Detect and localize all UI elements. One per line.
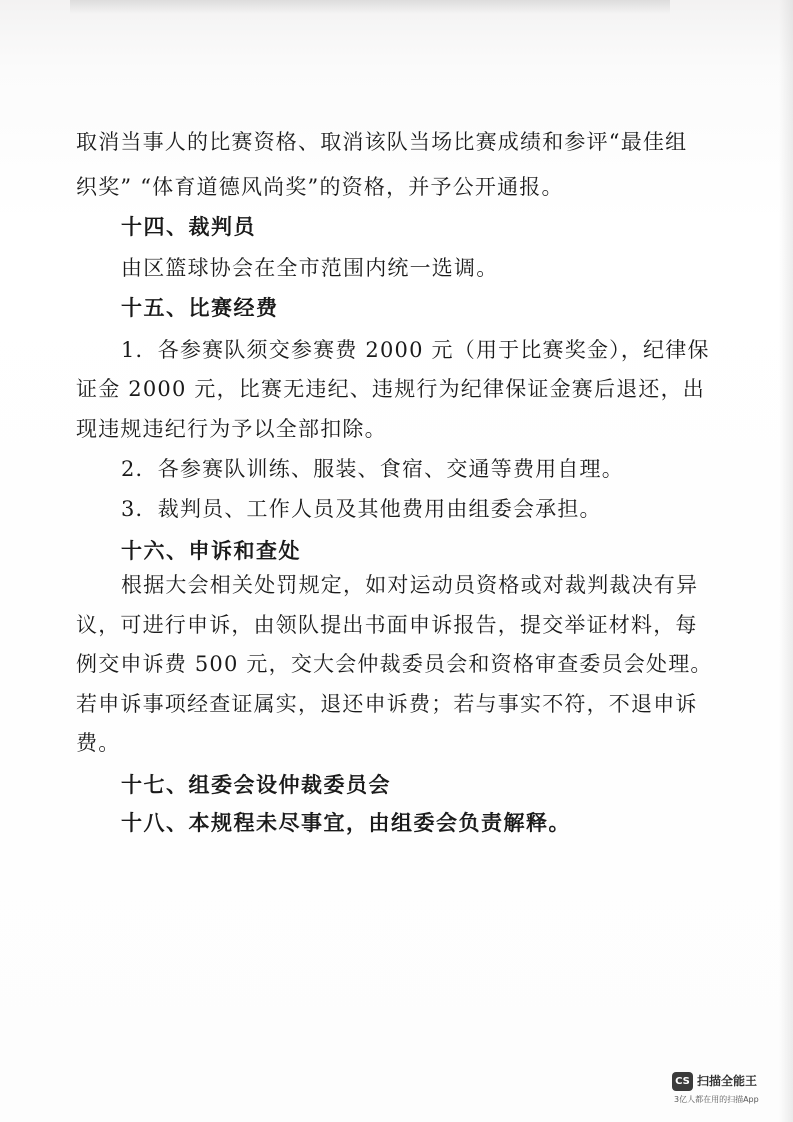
para-15-item-3: 3．裁判员、工作人员及其他费用由组委会承担。 <box>121 497 602 521</box>
watermark-app-name: 扫描全能王 <box>697 1074 758 1088</box>
para-15-item-1-line-2: 证金 2000 元，比赛无违纪、违规行为纪律保证金赛后退还，出 <box>76 377 705 401</box>
scanner-watermark <box>672 1072 772 1108</box>
para-16-line-2: 议，可进行申诉，由领队提出书面申诉报告，提交举证材料，每 <box>76 613 698 637</box>
camscanner-logo-icon: CS <box>672 1072 693 1091</box>
para-16-line-4: 若申诉事项经查证属实，退还申诉费；若与事实不符，不退申诉 <box>76 692 698 716</box>
para-15-item-1-line-3: 现违规违纪行为予以全部扣除。 <box>76 417 387 441</box>
para-16-line-3: 例交申诉费 500 元，交大会仲裁委员会和资格审查委员会处理。 <box>76 652 713 676</box>
watermark-slogan: 3亿人都在用的扫描App <box>674 1095 759 1104</box>
page-edge-shadow <box>779 0 793 1122</box>
section-16-heading: 十六、申诉和查处 <box>121 539 301 563</box>
para-16-line-1: 根据大会相关处罚规定，如对运动员资格或对裁判裁决有异 <box>121 573 699 597</box>
section-17-heading: 十七、组委会设仲裁委员会 <box>121 773 391 797</box>
para-13-line-1: 取消当事人的比赛资格、取消该队当场比赛成绩和参评“最佳组 <box>76 130 688 154</box>
para-15-item-2: 2．各参赛队训练、服装、食宿、交通等费用自理。 <box>121 457 624 481</box>
section-15-heading: 十五、比赛经费 <box>121 296 279 320</box>
para-16-line-5: 费。 <box>76 731 121 755</box>
section-14-heading: 十四、裁判员 <box>121 215 256 239</box>
para-15-item-1-line-1: 1．各参赛队须交参赛费 2000 元（用于比赛奖金），纪律保 <box>121 338 710 362</box>
section-18-heading: 十八、本规程未尽事宜，由组委会负责解释。 <box>121 811 571 835</box>
para-13-line-2: 织奖” “体育道德风尚奖”的资格，并予公开通报。 <box>76 175 564 199</box>
para-14-line-1: 由区篮球协会在全市范围内统一选调。 <box>121 256 499 280</box>
scan-bleed <box>70 0 670 14</box>
